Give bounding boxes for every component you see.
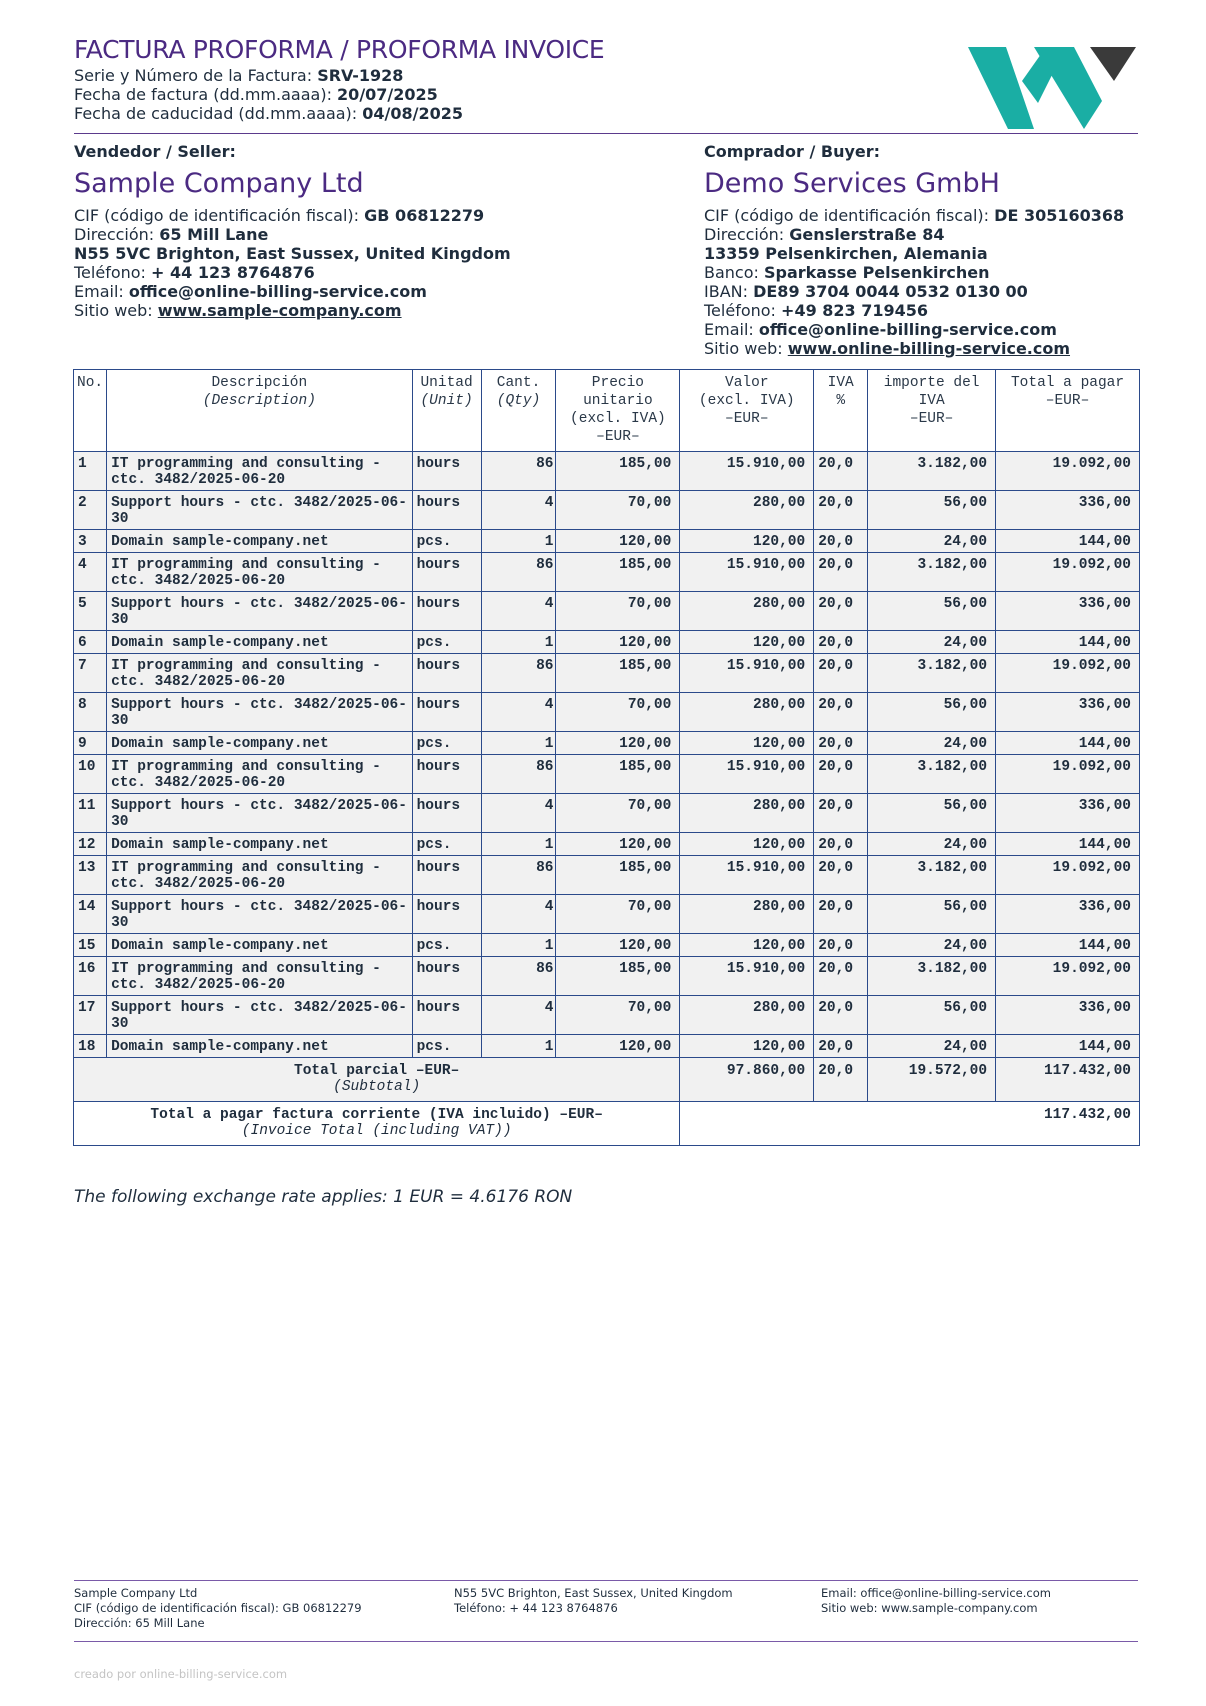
- cell-no: 9: [74, 732, 107, 755]
- table-row: [74, 856, 1140, 895]
- cell-price: 70,00: [556, 491, 680, 530]
- cell-no: 2: [74, 491, 107, 530]
- cell-price: 70,00: [556, 794, 680, 833]
- buyer-cif: CIF (código de identificación fiscal): DE 305160368: [704, 206, 1125, 225]
- cell-vat-amount: 56,00: [868, 996, 996, 1035]
- buyer-address-2: 13359 Pelsenkirchen, Alemania: [704, 244, 988, 263]
- table-row: [74, 654, 1140, 693]
- cell-qty: 86: [481, 452, 556, 491]
- table-row: [74, 934, 1140, 957]
- cell-vat-amount: 56,00: [868, 592, 996, 631]
- table-row: [74, 491, 1140, 530]
- subtotal-value: 97.860,00: [680, 1058, 814, 1102]
- cell-price: 70,00: [556, 592, 680, 631]
- cell-value: 120,00: [680, 530, 814, 553]
- cell-vat: 20,0: [814, 452, 868, 491]
- cell-unit: hours: [412, 654, 481, 693]
- cell-qty: 1: [481, 732, 556, 755]
- cell-value: 15.910,00: [680, 755, 814, 794]
- table-header-row: [74, 370, 1140, 452]
- buyer-phone: Teléfono: +49 823 719456: [704, 301, 929, 320]
- invoice-title: FACTURA PROFORMA / PROFORMA INVOICE: [74, 35, 605, 64]
- cell-vat: 20,0: [814, 755, 868, 794]
- cell-desc: IT programming and consulting - ctc. 3482/2025-06-20: [107, 755, 412, 794]
- cell-unit: pcs.: [412, 934, 481, 957]
- cell-no: 3: [74, 530, 107, 553]
- cell-vat-amount: 3.182,00: [868, 755, 996, 794]
- cell-value: 280,00: [680, 693, 814, 732]
- creator-credit: creado por online-billing-service.com: [74, 1667, 288, 1681]
- cell-qty: 4: [481, 693, 556, 732]
- cell-vat: 20,0: [814, 856, 868, 895]
- cell-total: 336,00: [996, 794, 1140, 833]
- col-header-vat-amount: importe del IVA –EUR–: [868, 370, 996, 452]
- seller-block: [74, 142, 674, 320]
- table-row: [74, 530, 1140, 553]
- cell-desc: Domain sample-company.net: [107, 1035, 412, 1058]
- cell-price: 185,00: [556, 755, 680, 794]
- cell-no: 4: [74, 553, 107, 592]
- footer-col-contact: Email: office@online-billing-service.com Sitio web: www.sample-company.com: [821, 1586, 1051, 1615]
- cell-price: 185,00: [556, 553, 680, 592]
- company-logo: [968, 41, 1138, 129]
- cell-total: 336,00: [996, 491, 1140, 530]
- cell-vat-amount: 56,00: [868, 693, 996, 732]
- cell-vat: 20,0: [814, 491, 868, 530]
- cell-no: 17: [74, 996, 107, 1035]
- cell-unit: hours: [412, 553, 481, 592]
- table-row: [74, 996, 1140, 1035]
- cell-vat: 20,0: [814, 530, 868, 553]
- cell-unit: hours: [412, 856, 481, 895]
- cell-total: 19.092,00: [996, 553, 1140, 592]
- cell-qty: 4: [481, 491, 556, 530]
- cell-total: 144,00: [996, 530, 1140, 553]
- cell-vat: 20,0: [814, 934, 868, 957]
- cell-value: 15.910,00: [680, 452, 814, 491]
- col-header-vat-rate: IVA %: [814, 370, 868, 452]
- seller-address-2: N55 5VC Brighton, East Sussex, United Kingdom: [74, 244, 511, 263]
- invoice-date: Fecha de factura (dd.mm.aaaa): 20/07/2025: [74, 85, 438, 104]
- col-header-total: Total a pagar –EUR–: [996, 370, 1140, 452]
- cell-desc: Domain sample-company.net: [107, 833, 412, 856]
- table-row: [74, 452, 1140, 491]
- cell-unit: hours: [412, 592, 481, 631]
- cell-unit: pcs.: [412, 1035, 481, 1058]
- cell-price: 120,00: [556, 934, 680, 957]
- cell-value: 15.910,00: [680, 553, 814, 592]
- cell-desc: Support hours - ctc. 3482/2025-06-30: [107, 491, 412, 530]
- cell-vat-amount: 3.182,00: [868, 957, 996, 996]
- seller-role: Vendedor / Seller:: [74, 142, 236, 161]
- cell-desc: Domain sample-company.net: [107, 934, 412, 957]
- cell-no: 18: [74, 1035, 107, 1058]
- cell-no: 13: [74, 856, 107, 895]
- cell-total: 19.092,00: [996, 755, 1140, 794]
- invoice-header: [74, 34, 1138, 134]
- footer-col-address: N55 5VC Brighton, East Sussex, United Kingdom Teléfono: + 44 123 8764876: [454, 1586, 733, 1615]
- cell-total: 144,00: [996, 833, 1140, 856]
- cell-vat-amount: 3.182,00: [868, 856, 996, 895]
- cell-no: 1: [74, 452, 107, 491]
- cell-vat-amount: 56,00: [868, 895, 996, 934]
- cell-unit: pcs.: [412, 530, 481, 553]
- cell-value: 15.910,00: [680, 856, 814, 895]
- cell-value: 280,00: [680, 491, 814, 530]
- cell-vat-amount: 24,00: [868, 732, 996, 755]
- col-header-value: Valor (excl. IVA) –EUR–: [680, 370, 814, 452]
- cell-qty: 1: [481, 1035, 556, 1058]
- cell-vat: 20,0: [814, 794, 868, 833]
- cell-value: 280,00: [680, 996, 814, 1035]
- cell-qty: 4: [481, 895, 556, 934]
- cell-total: 144,00: [996, 732, 1140, 755]
- cell-vat: 20,0: [814, 833, 868, 856]
- seller-cif: CIF (código de identificación fiscal): GB 06812279: [74, 206, 485, 225]
- cell-no: 5: [74, 592, 107, 631]
- cell-vat: 20,0: [814, 693, 868, 732]
- cell-no: 10: [74, 755, 107, 794]
- table-row: [74, 631, 1140, 654]
- subtotal-total: 117.432,00: [996, 1058, 1140, 1102]
- buyer-website: Sitio web: www.online-billing-service.com: [704, 339, 1071, 358]
- cell-vat-amount: 56,00: [868, 491, 996, 530]
- cell-vat: 20,0: [814, 996, 868, 1035]
- invoice-series: Serie y Número de la Factura: SRV-1928: [74, 66, 404, 85]
- cell-price: 185,00: [556, 856, 680, 895]
- table-row: [74, 592, 1140, 631]
- cell-no: 16: [74, 957, 107, 996]
- seller-website: Sitio web: www.sample-company.com: [74, 301, 402, 320]
- cell-desc: Support hours - ctc. 3482/2025-06-30: [107, 996, 412, 1035]
- cell-value: 15.910,00: [680, 654, 814, 693]
- seller-phone: Teléfono: + 44 123 8764876: [74, 263, 315, 282]
- footer-col-company: Sample Company Ltd CIF (código de identificación fiscal): GB 06812279 Dirección: 65 Mill Lane: [74, 1586, 362, 1630]
- cell-value: 120,00: [680, 1035, 814, 1058]
- buyer-bank: Banco: Sparkasse Pelsenkirchen: [704, 263, 990, 282]
- invoice-due-date: Fecha de caducidad (dd.mm.aaaa): 04/08/2025: [74, 104, 464, 123]
- cell-price: 185,00: [556, 957, 680, 996]
- cell-qty: 86: [481, 553, 556, 592]
- cell-price: 185,00: [556, 452, 680, 491]
- table-row: [74, 833, 1140, 856]
- seller-website-link[interactable]: www.sample-company.com: [157, 301, 402, 320]
- buyer-role: Comprador / Buyer:: [704, 142, 881, 161]
- cell-price: 70,00: [556, 996, 680, 1035]
- col-header-description: Descripción (Description): [107, 370, 412, 452]
- cell-unit: hours: [412, 693, 481, 732]
- cell-qty: 4: [481, 592, 556, 631]
- cell-vat: 20,0: [814, 592, 868, 631]
- subtotal-row: [74, 1058, 1140, 1102]
- table-row: [74, 732, 1140, 755]
- buyer-website-link[interactable]: www.online-billing-service.com: [787, 339, 1071, 358]
- cell-desc: IT programming and consulting - ctc. 3482/2025-06-20: [107, 957, 412, 996]
- cell-no: 7: [74, 654, 107, 693]
- cell-vat: 20,0: [814, 631, 868, 654]
- table-row: [74, 693, 1140, 732]
- cell-vat: 20,0: [814, 732, 868, 755]
- cell-total: 19.092,00: [996, 654, 1140, 693]
- cell-value: 280,00: [680, 895, 814, 934]
- cell-vat-amount: 3.182,00: [868, 452, 996, 491]
- cell-vat-amount: 3.182,00: [868, 654, 996, 693]
- cell-value: 15.910,00: [680, 957, 814, 996]
- table-body: [74, 452, 1140, 1058]
- table-row: [74, 553, 1140, 592]
- cell-total: 144,00: [996, 631, 1140, 654]
- table-row: [74, 794, 1140, 833]
- seller-email: Email: office@online-billing-service.com: [74, 282, 427, 301]
- cell-desc: IT programming and consulting - ctc. 3482/2025-06-20: [107, 654, 412, 693]
- buyer-address: Dirección: Genslerstraße 84: [704, 225, 945, 244]
- col-header-unit-price: Precio unitario (excl. IVA) –EUR–: [556, 370, 680, 452]
- cell-vat: 20,0: [814, 895, 868, 934]
- cell-total: 19.092,00: [996, 452, 1140, 491]
- cell-vat-amount: 24,00: [868, 934, 996, 957]
- cell-no: 11: [74, 794, 107, 833]
- cell-no: 15: [74, 934, 107, 957]
- subtotal-vat-amount: 19.572,00: [868, 1058, 996, 1102]
- cell-qty: 1: [481, 631, 556, 654]
- cell-vat-amount: 24,00: [868, 530, 996, 553]
- cell-unit: hours: [412, 491, 481, 530]
- cell-vat-amount: 56,00: [868, 794, 996, 833]
- cell-no: 12: [74, 833, 107, 856]
- cell-desc: Support hours - ctc. 3482/2025-06-30: [107, 592, 412, 631]
- cell-value: 280,00: [680, 592, 814, 631]
- cell-total: 336,00: [996, 693, 1140, 732]
- cell-desc: Support hours - ctc. 3482/2025-06-30: [107, 794, 412, 833]
- cell-vat: 20,0: [814, 1035, 868, 1058]
- col-header-unit: Unitad (Unit): [412, 370, 481, 452]
- col-header-no: No.: [74, 370, 107, 452]
- cell-unit: hours: [412, 957, 481, 996]
- cell-desc: IT programming and consulting - ctc. 3482/2025-06-20: [107, 452, 412, 491]
- cell-no: 6: [74, 631, 107, 654]
- cell-price: 120,00: [556, 530, 680, 553]
- cell-unit: hours: [412, 452, 481, 491]
- col-header-qty: Cant. (Qty): [481, 370, 556, 452]
- cell-qty: 4: [481, 794, 556, 833]
- invoice-items-table: [73, 369, 1140, 1146]
- cell-vat: 20,0: [814, 553, 868, 592]
- buyer-iban: IBAN: DE89 3704 0044 0532 0130 00: [704, 282, 1028, 301]
- cell-desc: Domain sample-company.net: [107, 530, 412, 553]
- cell-value: 120,00: [680, 934, 814, 957]
- cell-unit: hours: [412, 755, 481, 794]
- cell-desc: IT programming and consulting - ctc. 3482/2025-06-20: [107, 856, 412, 895]
- cell-unit: pcs.: [412, 631, 481, 654]
- cell-vat-amount: 24,00: [868, 631, 996, 654]
- cell-value: 280,00: [680, 794, 814, 833]
- cell-value: 120,00: [680, 732, 814, 755]
- cell-vat: 20,0: [814, 957, 868, 996]
- cell-unit: hours: [412, 996, 481, 1035]
- buyer-block: [704, 142, 1144, 358]
- subtotal-vat-rate: 20,0: [814, 1058, 868, 1102]
- cell-price: 120,00: [556, 1035, 680, 1058]
- table-row: [74, 895, 1140, 934]
- cell-value: 120,00: [680, 833, 814, 856]
- buyer-email: Email: office@online-billing-service.com: [704, 320, 1057, 339]
- cell-desc: Domain sample-company.net: [107, 732, 412, 755]
- cell-total: 19.092,00: [996, 957, 1140, 996]
- cell-total: 19.092,00: [996, 856, 1140, 895]
- grand-total-label: Total a pagar factura corriente (IVA incluido) –EUR– (Invoice Total (including VAT)): [74, 1102, 680, 1146]
- cell-price: 120,00: [556, 732, 680, 755]
- cell-qty: 86: [481, 755, 556, 794]
- cell-price: 70,00: [556, 895, 680, 934]
- table-row: [74, 957, 1140, 996]
- page-footer: [74, 1580, 1138, 1642]
- cell-no: 14: [74, 895, 107, 934]
- cell-price: 120,00: [556, 833, 680, 856]
- cell-qty: 1: [481, 934, 556, 957]
- exchange-rate-note: The following exchange rate applies: 1 EUR = 4.6176 RON: [74, 1187, 573, 1207]
- grand-total-value: 117.432,00: [680, 1102, 1140, 1146]
- cell-desc: IT programming and consulting - ctc. 3482/2025-06-20: [107, 553, 412, 592]
- cell-vat-amount: 3.182,00: [868, 553, 996, 592]
- cell-total: 336,00: [996, 895, 1140, 934]
- cell-vat: 20,0: [814, 654, 868, 693]
- cell-qty: 1: [481, 530, 556, 553]
- cell-total: 336,00: [996, 592, 1140, 631]
- cell-unit: pcs.: [412, 833, 481, 856]
- cell-desc: Support hours - ctc. 3482/2025-06-30: [107, 693, 412, 732]
- cell-vat-amount: 24,00: [868, 833, 996, 856]
- seller-address: Dirección: 65 Mill Lane: [74, 225, 269, 244]
- cell-desc: Domain sample-company.net: [107, 631, 412, 654]
- buyer-name: Demo Services GmbH: [704, 168, 1000, 199]
- cell-qty: 86: [481, 957, 556, 996]
- cell-total: 336,00: [996, 996, 1140, 1035]
- cell-qty: 4: [481, 996, 556, 1035]
- cell-value: 120,00: [680, 631, 814, 654]
- cell-desc: Support hours - ctc. 3482/2025-06-30: [107, 895, 412, 934]
- cell-total: 144,00: [996, 934, 1140, 957]
- cell-price: 185,00: [556, 654, 680, 693]
- cell-unit: hours: [412, 895, 481, 934]
- cell-total: 144,00: [996, 1035, 1140, 1058]
- cell-unit: pcs.: [412, 732, 481, 755]
- grand-total-row: [74, 1102, 1140, 1146]
- subtotal-label: Total parcial –EUR– (Subtotal): [74, 1058, 680, 1102]
- cell-qty: 1: [481, 833, 556, 856]
- cell-no: 8: [74, 693, 107, 732]
- table-row: [74, 755, 1140, 794]
- cell-price: 70,00: [556, 693, 680, 732]
- cell-qty: 86: [481, 654, 556, 693]
- cell-vat-amount: 24,00: [868, 1035, 996, 1058]
- cell-unit: hours: [412, 794, 481, 833]
- cell-price: 120,00: [556, 631, 680, 654]
- seller-name: Sample Company Ltd: [74, 168, 364, 199]
- table-row: [74, 1035, 1140, 1058]
- cell-qty: 86: [481, 856, 556, 895]
